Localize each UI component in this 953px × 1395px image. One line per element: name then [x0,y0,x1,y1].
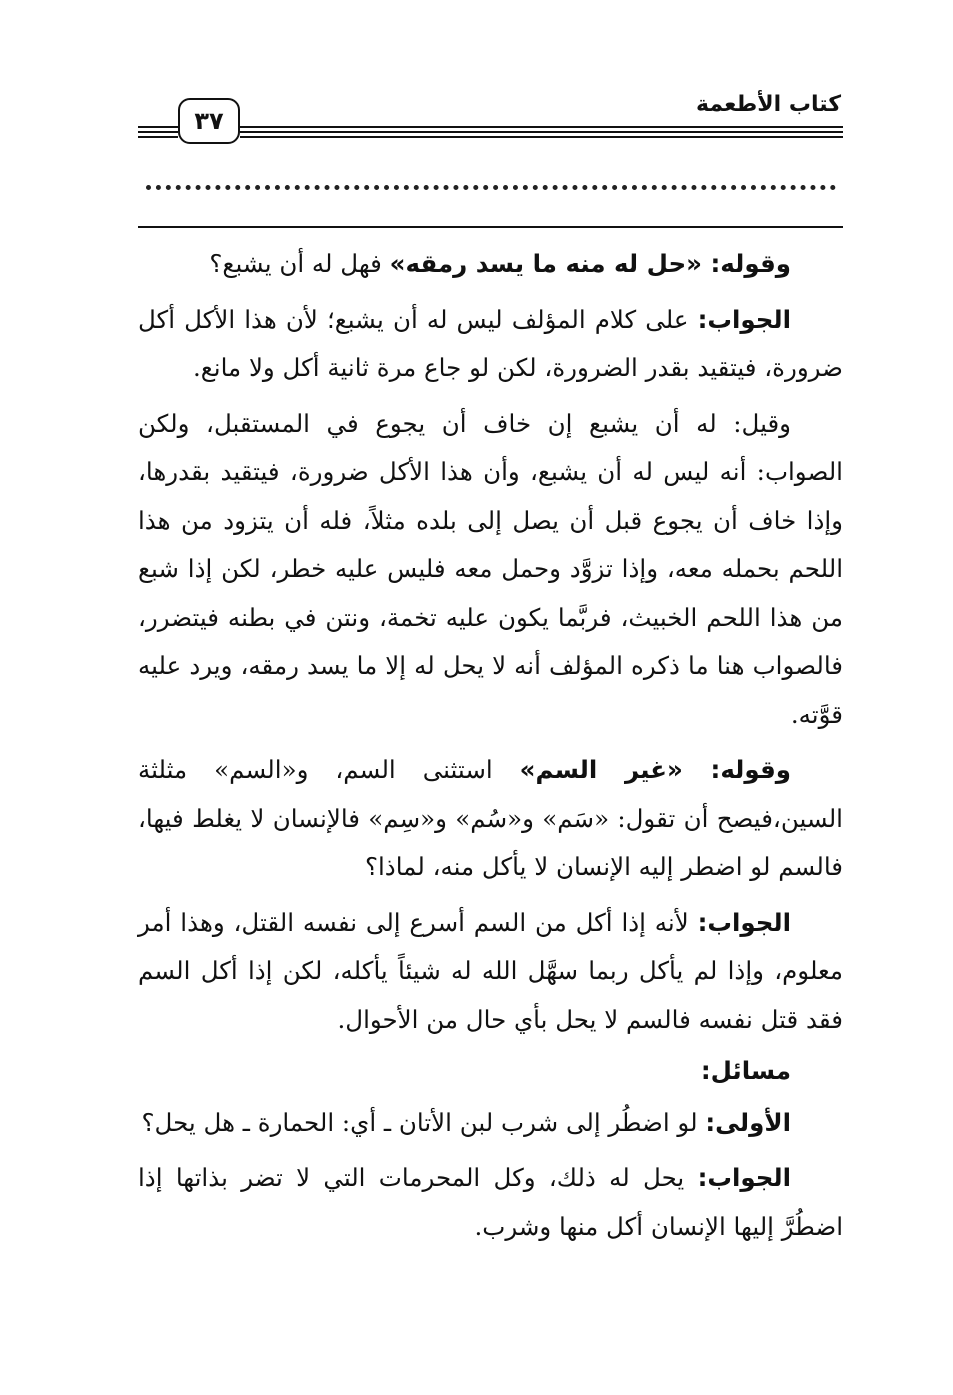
page-number: ٣٧ [194,107,224,135]
quote-lead: وقوله: «حل له منه ما يسد رمقه» [389,249,791,278]
quote-lead: وقوله: «غير السم» [519,755,792,784]
header-rule-right-bottom [240,136,843,138]
paragraph-text: على كلام المؤلف ليس له أن يشبع؛ لأن هذا الأكل أكل ضرورة، فيتقيد بقدر الضرورة، لكن لو جاع مرة ثانية أكل ولا مانع. [138,304,843,382]
header-rule-right-top [240,126,843,128]
paragraph-text: يحل له ذلك، وكل المحرمات التي لا تضر بذاتها إذا اضطُرَّ إليها الإنسان أكل منها وشرب. [138,1163,843,1241]
issues-heading-text: مسائل: [700,1056,791,1085]
paragraph-text: استثنى السم، و«السم» مثلثة السين،فيصح أن تقول: «سَم» و«سُم» و«سِم» فالإنسان لا يغلط فيها، فالسم لو اضطر إليه الإنسان لا يأكل منه، لماذا؟ [138,755,843,881]
paragraph-text: لأنه إذا أكل من السم أسرع إلى نفسه القتل، وهذا أمر معلوم، وإذا لم يأكل ربما سهَّل الله له شيئاً يأكله، لكن إذا أكل السم فقد قتل نفسه فالسم لا يحل بأي حال من الأحوال. [138,907,843,1034]
answer-lead: الجواب: [697,304,791,334]
paragraph-opinion [138,400,843,740]
header-rule-right-mid [240,131,843,133]
page-number-box [178,98,240,144]
issues-heading [138,1047,843,1096]
header-rule-left-bottom [138,136,178,138]
paragraph-text: لو اضطُر إلى شرب لبن الأتان ـ أي: الحمارة ـ هل يحل؟ [141,1107,706,1137]
running-header-title: كتاب الأطعمة [696,92,841,117]
section-separator [138,226,843,228]
page-body [138,240,843,1258]
paragraph-question-2 [138,746,843,892]
issue-lead: الأولى: [705,1107,791,1137]
paragraph-issue-1 [138,1099,843,1148]
answer-lead: الجواب: [697,907,791,937]
paragraph-answer-2 [138,899,843,1045]
paragraph-text: فهل له أن يشبع؟ [209,249,390,278]
paragraph-answer-1 [138,296,843,393]
paragraph-text: وقيل: له أن يشبع إن خاف أن يجوع في المستقبل، ولكن الصواب: أنه ليس له أن يشبع، وأن هذا الأكل ضرورة، فيتقيد بقدرها، وإذا خاف أن يجوع قبل أن يصل إلى بلده مثلاً، فله أن يتزود من هذا اللحم بحمله معه، وإذا تزوَّد وحمل معه فليس عليه خطر، لكن إذا شبع من هذا اللحم الخبيث، فربَّما يكون عليه تخمة، ونتن في بطنه فيتضرر، فالصواب هنا ما ذكره المؤلف أنه لا يحل له إلا ما يسد رمقه، ويرد عليه قوَّته. [138,408,843,729]
header-rule-left-top [138,126,178,128]
paragraph-question-1 [138,240,843,289]
paragraph-answer-3 [138,1154,843,1251]
continuation-dots [146,170,836,190]
answer-lead: الجواب: [697,1163,791,1192]
header-rule-left-mid [138,131,178,133]
